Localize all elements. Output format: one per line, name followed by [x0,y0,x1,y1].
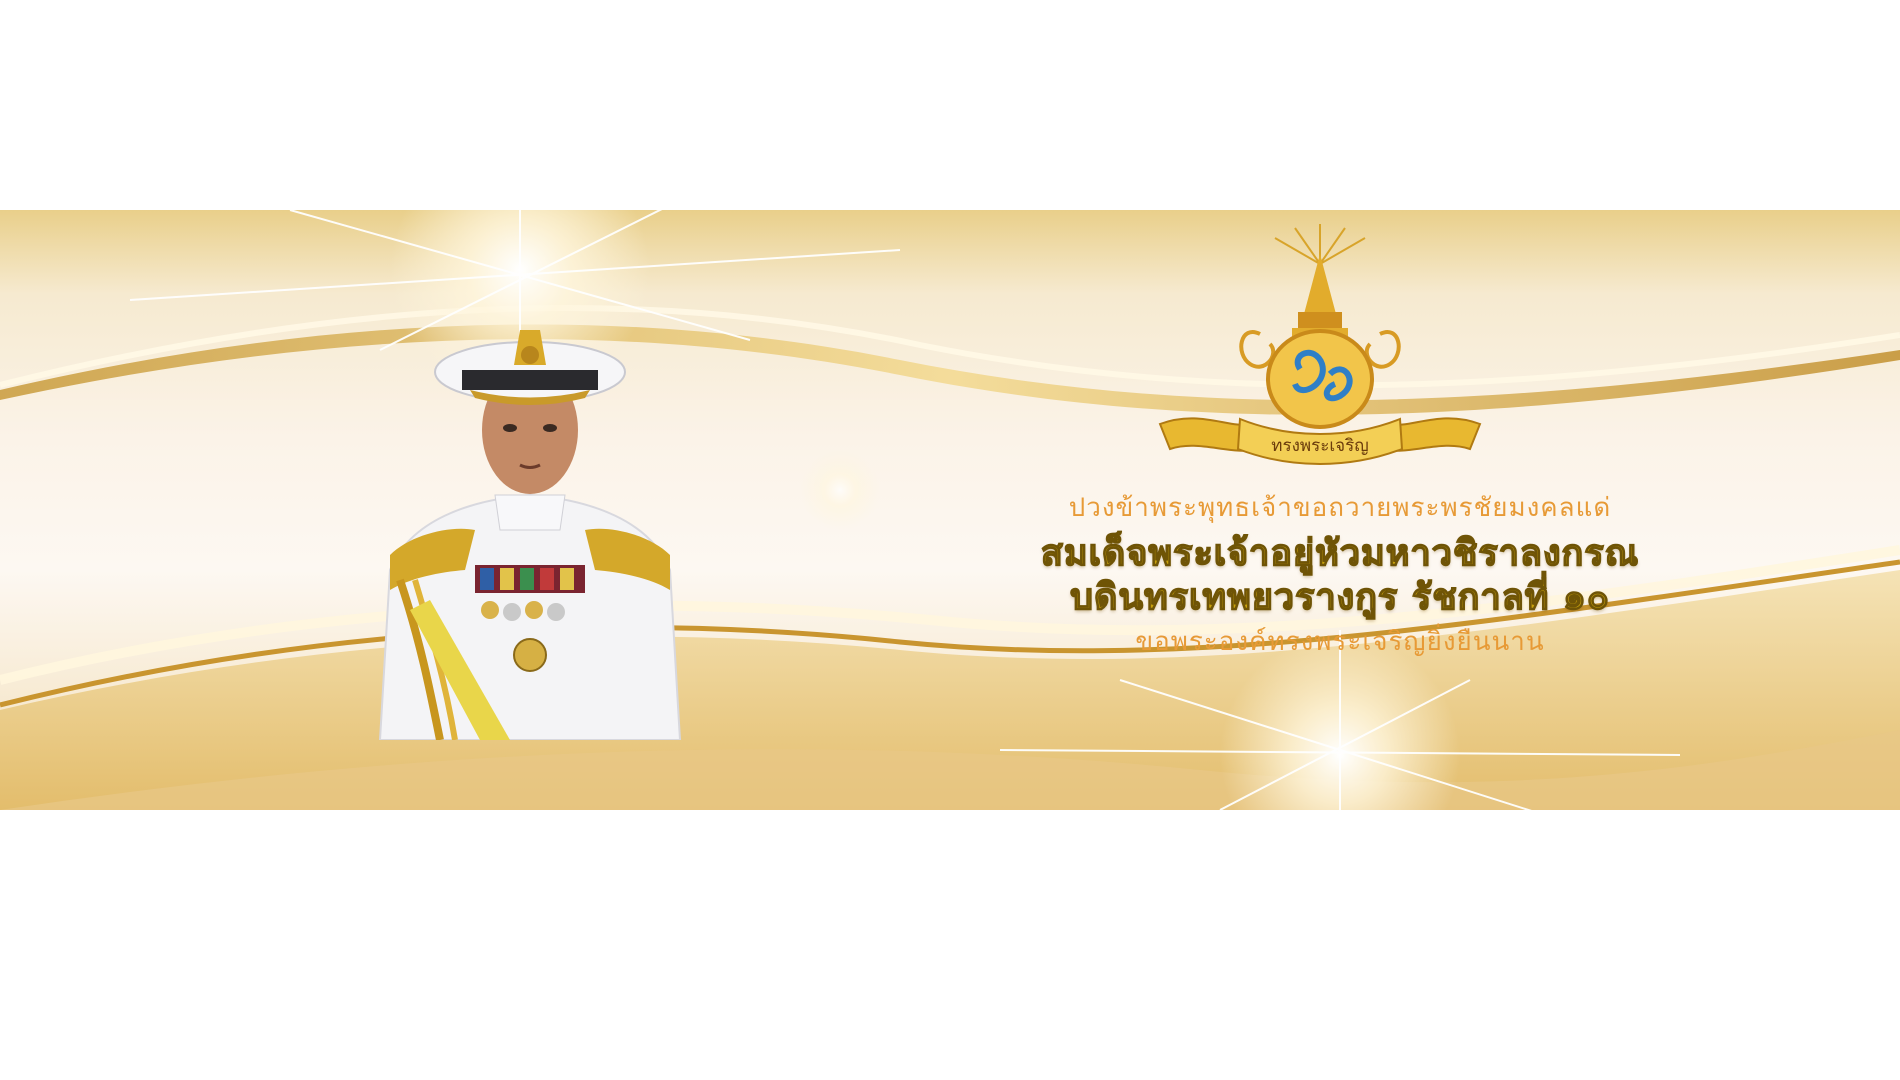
royal-emblem [1140,224,1500,494]
greeting-text: ปวงข้าพระพุทธเจ้าขอถวายพระพรชัยมงคลแด่ [1068,493,1612,523]
king-name-line-2: บดินทรเทพยวรางกูร รัชกาลที่ ๑๐ [1070,577,1610,618]
emblem-ribbon-text: ทรงพระเจริญ [1271,436,1369,456]
king-name-line-1: สมเด็จพระเจ้าอยู่หัวมหาวชิราลงกรณ [1040,533,1640,574]
tribute-text [900,490,1780,660]
blessing-text: ขอพระองค์ทรงพระเจริญยิ่งยืนนาน [1135,627,1545,657]
royal-tribute-banner [0,210,1900,810]
king-portrait [370,310,690,740]
